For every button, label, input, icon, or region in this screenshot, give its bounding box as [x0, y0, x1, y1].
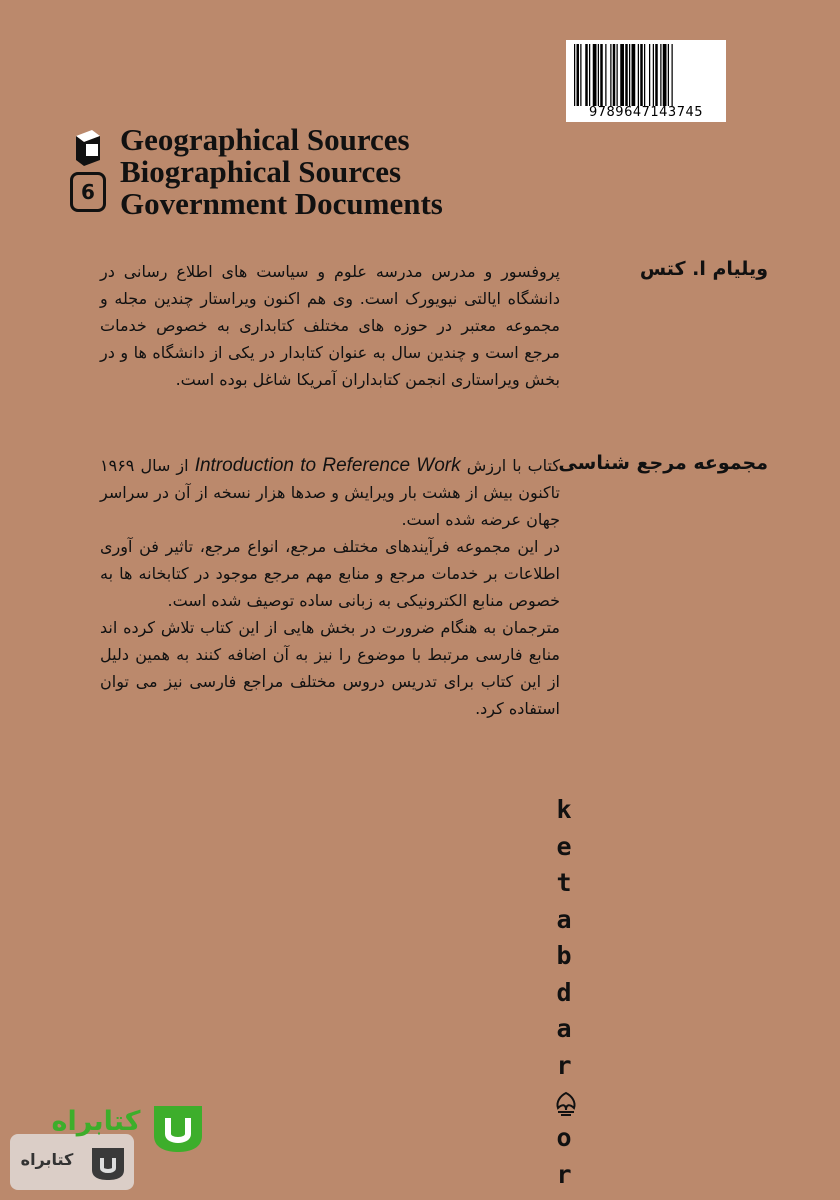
collection-p1-rest: از سال ۱۹۶۹ تاکنون بیش از هشت بار ویرایش و صدها هزار نسخه از آن در سراسر جهان عرضه شده است. — [100, 456, 560, 529]
vertical-letter: r — [556, 1159, 572, 1189]
barcode-bar — [632, 44, 636, 106]
collection-paragraph-3: مترجمان به هنگام ضرورت در بخش هایی از این کتاب تلاش کرده اند منابع فارسی مرتبط با موضوع را نیز به آن اضافه کنند به همین دلیل از این کتاب برای تدریس دروس مختلف مراجع فارسی نیز می توان استفاده کرد. — [100, 618, 560, 718]
barcode-bar — [655, 44, 658, 106]
watermark-small-text: کتابراه — [20, 1150, 74, 1169]
vertical-letter: o — [556, 1123, 572, 1152]
barcode-bar — [644, 44, 645, 106]
vertical-letter: e — [556, 831, 572, 861]
title-biographical: Biographical Sources — [120, 154, 402, 189]
vertical-letter: a — [556, 1014, 572, 1043]
vertical-letter: b — [556, 941, 572, 970]
collection-name: مجموعه مرجع شناسی — [558, 452, 768, 474]
barcode-bar — [620, 44, 624, 106]
vertical-letter: k — [556, 795, 572, 824]
vertical-letter: d — [556, 977, 572, 1007]
author-bio — [100, 258, 560, 393]
collection-paragraph-1 — [100, 452, 560, 533]
series-cube-icon — [72, 128, 102, 168]
vertical-letter: a — [556, 904, 572, 934]
barcode-bar — [577, 44, 580, 106]
barcode-bars — [572, 44, 720, 106]
collection-description — [100, 452, 560, 722]
barcode-bar — [589, 44, 590, 106]
barcode-bar — [638, 44, 639, 106]
barcode-bar — [605, 44, 606, 106]
isbn-number: 9789647143745 — [588, 105, 704, 120]
barcode-bar — [649, 44, 650, 106]
barcode-bar — [593, 44, 597, 106]
collection-paragraph-2: در این مجموعه فرآیندهای مختلف مرجع، انواع مرجع، تاثیر فن آوری اطلاعات بر خدمات مرجع و منابع مهم مرجع موجود در کتابخانه ها به خصوص منابع الکترونیکی به زبانی ساده توصیف شده است. — [100, 537, 560, 610]
barcode-bar — [610, 44, 611, 106]
collection-p1-prefix: کتاب با ارزش — [466, 456, 560, 475]
title-geographical: Geographical Sources — [120, 122, 410, 157]
barcode-bar — [629, 44, 630, 106]
barcode-bar — [617, 44, 618, 106]
barcode-bar — [585, 44, 588, 106]
barcode-bar — [640, 44, 643, 106]
isbn-barcode — [566, 40, 726, 122]
barcode-bar — [653, 44, 654, 106]
watermark-small-badge-icon — [86, 1140, 130, 1184]
barcode-bar — [663, 44, 667, 106]
series-mark — [66, 128, 110, 218]
barcode-bar — [613, 44, 616, 106]
publisher-logo-icon — [552, 1090, 580, 1118]
barcode-bar — [672, 44, 673, 106]
barcode-bar — [600, 44, 603, 106]
vertical-letter: r — [556, 1050, 572, 1080]
original-book-title: Introduction to Reference Work — [194, 455, 461, 476]
title-government: Government Documents — [120, 186, 443, 221]
watermark-large-text: کتابراه — [51, 1106, 141, 1137]
series-number: 6 — [70, 172, 106, 212]
barcode-bar — [625, 44, 628, 106]
vertical-site-name — [548, 792, 580, 1200]
watermark-large-badge-icon — [150, 1100, 206, 1156]
english-titles — [120, 124, 443, 220]
barcode-bar — [598, 44, 599, 106]
barcode-bar — [668, 44, 669, 106]
vertical-letter: t — [556, 868, 572, 897]
author-name: ویلیام ا. کتس — [639, 258, 768, 280]
author-bio-text: پروفسور و مدرس مدرسه علوم و سیاست های اطلاع رسانی در دانشگاه ایالتی نیویورک است. وی هم اکنون ویراستار چندین مجله و مجموعه معتبر در حوزه های مختلف کتابداری به خصوص خدمات مرجع است و چندین سال به عنوان کتابدار در یکی از دانشگاه ها و در بخش ویراستاری انجمن کتابداران آمریکا شاغل بوده است. — [100, 262, 560, 389]
barcode-bar — [580, 44, 581, 106]
barcode-bar — [574, 44, 575, 106]
barcode-bar — [660, 44, 661, 106]
